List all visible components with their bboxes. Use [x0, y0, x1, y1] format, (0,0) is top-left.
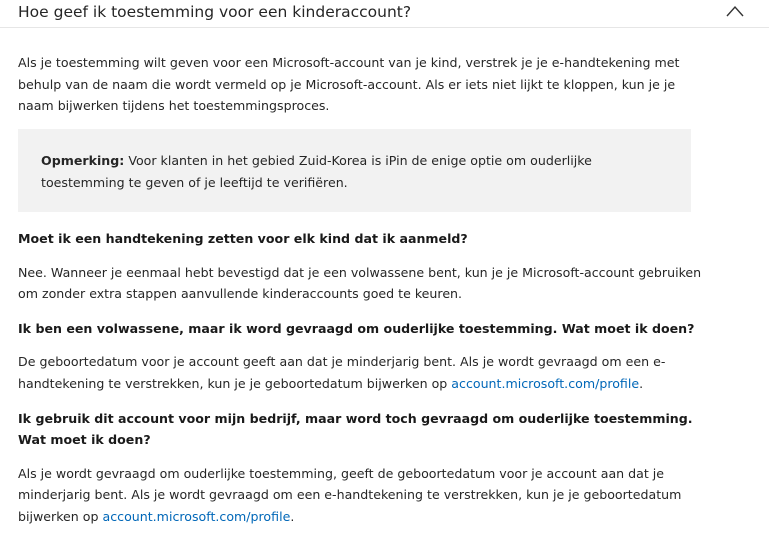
accordion-content [18, 52, 704, 541]
accordion-header[interactable] [0, 0, 769, 28]
faq-answer-3-end: . [290, 508, 295, 524]
profile-link[interactable]: account.microsoft.com/profile [102, 508, 291, 524]
note-box [18, 129, 691, 212]
profile-link[interactable]: account.microsoft.com/profile [451, 375, 640, 391]
note-label: Opmerking: [41, 153, 125, 168]
note-text: Voor klanten in het gebied Zuid-Korea is iPin de enige optie om ouderlijke toestemming te geven of je leeftijd te verifiëren. [41, 153, 592, 190]
chevron-up-icon[interactable] [725, 4, 745, 18]
note-paragraph [41, 150, 669, 193]
faq-question-1: Moet ik een handtekening zetten voor elk kind dat ik aanmeld? [18, 231, 468, 246]
faq-answer-1: Nee. Wanneer je eenmaal hebt bevestigd dat je een volwassene bent, kun je je Microsoft-account gebruiken om zonder extra stappen aanvullende kinderaccounts goed te keuren. [18, 264, 702, 302]
intro-paragraph: Als je toestemming wilt geven voor een Microsoft-account van je kind, verstrek je je e-handtekening met behulp van de naam die wordt vermeld op je Microsoft-account. Als er iets niet lijkt te kloppen, kun je je naam bijwerken tijdens het toestemmingsproces. [18, 55, 680, 114]
faq-question-2: Ik ben een volwassene, maar ik word gevraagd om ouderlijke toestemming. Wat moet ik doen? [18, 320, 695, 336]
accordion-title[interactable]: Hoe geef ik toestemming voor een kinderaccount? [18, 3, 412, 21]
faq-answer-3-text: Als je wordt gevraagd om ouderlijke toestemming, geeft de geboortedatum voor je account aan dat je minderjarig bent. Als je wordt gevraagd om een e-handtekening te verstrekken, kun je je geboortedatum bijwerken op [18, 465, 682, 524]
faq-question-3: Ik gebruik dit account voor mijn bedrijf, maar word toch gevraagd om ouderlijke toestemming. Wat moet ik doen? [18, 410, 693, 448]
faq-answer-2 [18, 351, 704, 394]
faq-answer-2-end: . [639, 375, 644, 391]
faq-answer-2-text: De geboortedatum voor je account geeft aan dat je minderjarig bent. Als je wordt gevraagd om een e-handtekening te verstrekken, kun je je geboortedatum bijwerken op [18, 354, 666, 391]
faq-answer-3 [18, 463, 704, 528]
